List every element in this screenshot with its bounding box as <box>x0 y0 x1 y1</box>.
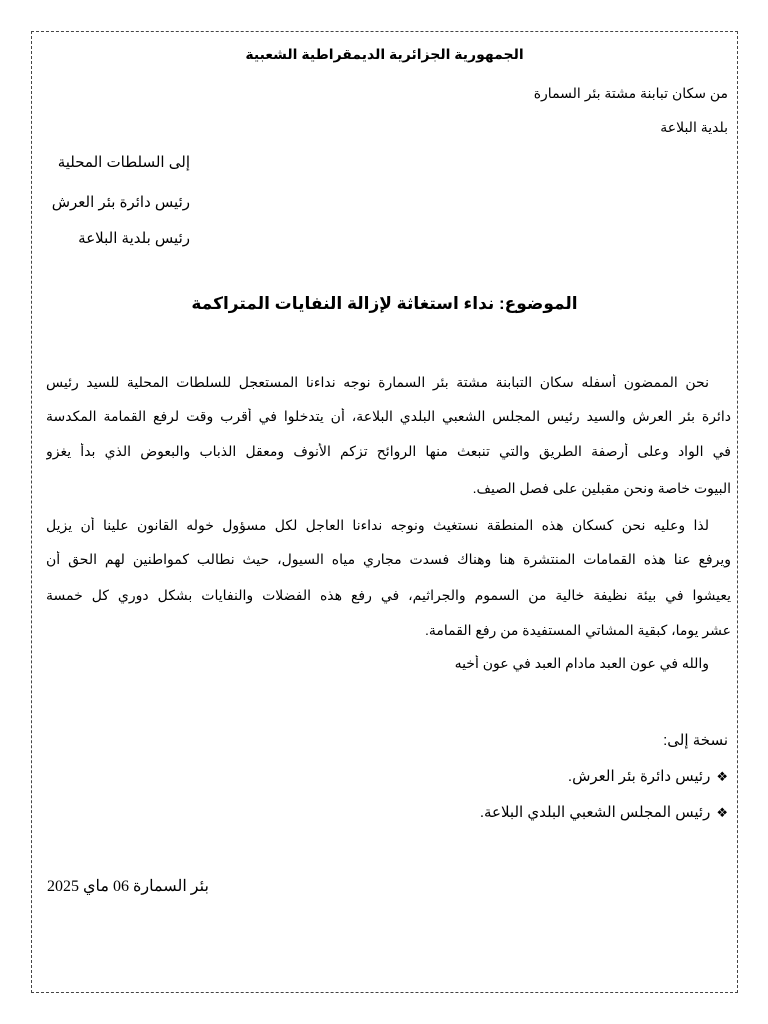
body-p2-line-3: يعيشوا في بيئة نظيفة خالية من السموم والجراثيم، في رفع هذه الفضلات والنفايات بشكل دوري كل خمسة <box>46 587 731 603</box>
body-p2-line-2: ويرفع عنا هذه القمامات المنتشرة هنا وهناك فسدت مجاري مياه السيول، حيث نطالب كمواطنين لهم الحق أن <box>46 551 731 567</box>
body-p1-line-2: دائرة بئر العرش والسيد رئيس المجلس الشعبي البلدي البلاعة، أن يتدخلوا في أقرب وقت لرفع القمامة المكدسة <box>46 408 731 424</box>
recipient-line-3: رئيس بلدية البلاعة <box>78 230 190 247</box>
body-p1-line-1: نحن الممضون أسفله سكان التبابنة مشتة بئر السمارة نوجه نداءنا المستعجل للسلطات المحلية للسيد رئيس <box>46 374 709 390</box>
sender-line-2: بلدية البلاعة <box>660 119 728 135</box>
copy-item-text: رئيس المجلس الشعبي البلدي البلاعة. <box>479 804 711 821</box>
copies-label: نسخة إلى: <box>663 732 728 749</box>
letter-subject: الموضوع: نداء استغاثة لإزالة النفايات المتراكمة <box>191 294 578 313</box>
bullet-icon: ❖ <box>716 770 728 785</box>
body-p1-line-4: البيوت خاصة ونحن مقبلين على فصل الصيف. <box>472 480 731 496</box>
body-p1-line-3: في الواد وعلى أرصفة الطريق والتي تنبعث منها الروائح تزكم الأنوف ومعقل الذباب والبعوض الذي بدأ يغزو <box>46 443 731 459</box>
date-line: بئر السمارة 06 ماي 2025 <box>47 878 209 895</box>
recipient-line-2: رئيس دائرة بئر العرش <box>51 194 190 211</box>
copy-item-text: رئيس دائرة بئر العرش. <box>567 768 711 785</box>
document-header-title: الجمهورية الجزائرية الديمقراطية الشعبية <box>245 46 524 62</box>
page-border <box>31 31 738 993</box>
body-p2-line-4: عشر يوما، كبقية المشاتي المستفيدة من رفع القمامة. <box>425 622 731 638</box>
bullet-icon: ❖ <box>716 806 728 821</box>
body-p2-line-1: لذا وعليه نحن كسكان هذه المنطقة نستغيث ونوجه نداءنا العاجل لكل مسؤول خوله القانون علينا أن يزيل <box>46 517 709 533</box>
closing-line: والله في عون العبد مادام العبد في عون أخيه <box>454 655 709 671</box>
copy-item <box>480 803 728 821</box>
copy-item <box>568 767 728 785</box>
sender-line-1: من سكان تبابنة مشتة بئر السمارة <box>533 85 728 101</box>
recipient-line-1: إلى السلطات المحلية <box>57 154 190 171</box>
